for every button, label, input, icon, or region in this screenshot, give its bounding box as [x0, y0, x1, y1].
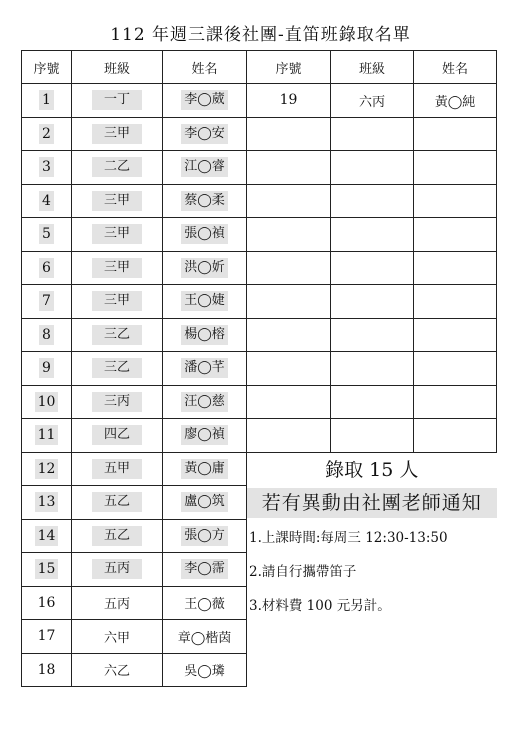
- header-name-2: 姓名: [414, 51, 497, 84]
- seq-cell: [22, 218, 72, 252]
- seq-cell-right: [247, 251, 331, 285]
- class-cell-text: 三甲: [92, 191, 142, 211]
- table-row: [22, 419, 497, 453]
- name-cell: [163, 84, 247, 118]
- table-row: [22, 452, 497, 486]
- class-cell: [72, 151, 163, 185]
- seq-cell-right: [247, 218, 331, 252]
- seq-cell: [22, 84, 72, 118]
- name-cell: [163, 452, 247, 486]
- class-cell: [72, 84, 163, 118]
- class-cell: 六甲: [72, 620, 163, 654]
- table-header-row: [22, 51, 497, 84]
- table-row: [22, 251, 497, 285]
- table-row: [22, 385, 497, 419]
- seq-cell: [22, 519, 72, 553]
- class-cell: [72, 352, 163, 386]
- name-cell-text: 汪◯慈: [181, 392, 228, 412]
- class-cell-right: [331, 318, 414, 352]
- name-cell: [163, 151, 247, 185]
- seq-cell-right: [247, 151, 331, 185]
- table-row: [22, 117, 497, 151]
- seq-cell-text: 2: [39, 124, 54, 144]
- class-cell-right: [331, 385, 414, 419]
- seq-cell-right: [247, 184, 331, 218]
- name-cell-text: 黃◯庸: [181, 459, 228, 479]
- header-name: 姓名: [163, 51, 247, 84]
- name-cell-right: 黃◯純: [414, 84, 497, 118]
- name-cell-right: [414, 352, 497, 386]
- name-cell-text: 王◯婕: [181, 291, 228, 311]
- class-cell-text: 三乙: [92, 325, 142, 345]
- name-cell: [163, 184, 247, 218]
- class-cell: [72, 419, 163, 453]
- class-cell-text: 五乙: [92, 526, 142, 546]
- seq-cell: [22, 486, 72, 520]
- class-cell-right: [331, 251, 414, 285]
- seq-cell-text: 9: [39, 358, 54, 378]
- seq-cell: [22, 285, 72, 319]
- notes-cell: [247, 452, 497, 687]
- class-cell-right: [331, 352, 414, 386]
- class-cell-text: 一丁: [92, 90, 142, 110]
- class-cell-text: 三甲: [92, 124, 142, 144]
- accepted-count: 錄取 15 人: [325, 458, 419, 481]
- name-cell: [163, 218, 247, 252]
- name-cell: [163, 285, 247, 319]
- name-cell-text: 李◯葳: [181, 90, 228, 110]
- name-cell: [163, 117, 247, 151]
- class-cell: [72, 452, 163, 486]
- table-row: [22, 218, 497, 252]
- seq-cell-right: [247, 385, 331, 419]
- name-cell-right: [414, 117, 497, 151]
- class-cell: 六乙: [72, 653, 163, 687]
- class-cell: [72, 318, 163, 352]
- seq-cell: [22, 251, 72, 285]
- class-cell: [72, 519, 163, 553]
- seq-cell: [22, 553, 72, 587]
- seq-cell-text: 15: [35, 559, 59, 579]
- seq-cell-text: 12: [35, 459, 59, 479]
- note-line: 2.請自行攜帶笛子: [249, 563, 357, 580]
- name-cell-text: 廖◯禎: [181, 425, 228, 445]
- class-cell-text: 三甲: [92, 258, 142, 278]
- name-cell: [163, 553, 247, 587]
- notice-text: 若有異動由社團老師通知: [247, 488, 497, 518]
- header-seq: 序號: [22, 51, 72, 84]
- seq-cell-text: 13: [35, 492, 59, 512]
- table-row: [22, 151, 497, 185]
- seq-cell-text: 8: [39, 325, 54, 345]
- name-cell-text: 李◯霈: [181, 559, 228, 579]
- seq-cell: [22, 151, 72, 185]
- table-row: [22, 285, 497, 319]
- class-cell: [72, 117, 163, 151]
- name-cell-right: [414, 385, 497, 419]
- name-cell-right: [414, 251, 497, 285]
- seq-cell: [22, 385, 72, 419]
- class-cell-right: [331, 419, 414, 453]
- seq-cell: [22, 352, 72, 386]
- table-row: [22, 352, 497, 386]
- name-cell-right: [414, 151, 497, 185]
- name-cell-text: 江◯睿: [181, 157, 228, 177]
- class-cell-text: 三甲: [92, 291, 142, 311]
- seq-cell: 17: [22, 620, 72, 654]
- name-cell: [163, 318, 247, 352]
- class-cell-right: [331, 151, 414, 185]
- class-cell-text: 二乙: [92, 157, 142, 177]
- seq-cell-text: 5: [39, 224, 54, 244]
- seq-cell: [22, 452, 72, 486]
- page-title: 112 年週三課後社團-直笛班錄取名單: [110, 25, 411, 45]
- class-cell-text: 五乙: [92, 492, 142, 512]
- seq-cell: 18: [22, 653, 72, 687]
- class-cell-right: [331, 218, 414, 252]
- name-cell-text: 蔡◯柔: [181, 191, 228, 211]
- name-cell-text: 李◯安: [181, 124, 228, 144]
- name-cell: [163, 419, 247, 453]
- header-seq-2: 序號: [247, 51, 331, 84]
- class-cell: [72, 553, 163, 587]
- name-cell-text: 張◯禎: [181, 224, 228, 244]
- class-cell-right: [331, 117, 414, 151]
- name-cell-right: [414, 419, 497, 453]
- name-cell-text: 洪◯妡: [181, 258, 228, 278]
- name-cell-text: 潘◯芊: [181, 358, 228, 378]
- seq-cell: [22, 117, 72, 151]
- class-cell: [72, 251, 163, 285]
- class-cell-text: 三乙: [92, 358, 142, 378]
- name-cell: [163, 352, 247, 386]
- name-cell-text: 楊◯榕: [181, 325, 228, 345]
- class-cell-text: 三甲: [92, 224, 142, 244]
- name-cell-text: 盧◯筑: [181, 492, 228, 512]
- seq-cell-text: 1: [39, 90, 54, 110]
- seq-cell-text: 3: [39, 157, 54, 177]
- seq-cell-text: 14: [35, 526, 59, 546]
- seq-cell-text: 4: [39, 191, 54, 211]
- header-class-2: 班級: [331, 51, 414, 84]
- class-cell: [72, 184, 163, 218]
- name-cell-right: [414, 184, 497, 218]
- name-cell: [163, 251, 247, 285]
- seq-cell-right: [247, 419, 331, 453]
- name-cell: 章◯楷茵: [163, 620, 247, 654]
- class-cell: [72, 385, 163, 419]
- table-row: [22, 184, 497, 218]
- name-cell: [163, 486, 247, 520]
- note-line: 1.上課時間:每周三 12:30-13:50: [249, 529, 448, 546]
- header-class: 班級: [72, 51, 163, 84]
- seq-cell-text: 11: [35, 425, 59, 445]
- class-cell-text: 五甲: [92, 459, 142, 479]
- seq-cell: [22, 184, 72, 218]
- note-line: 3.材料費 100 元另計。: [249, 597, 391, 614]
- class-cell-text: 五丙: [92, 559, 142, 579]
- seq-cell: 16: [22, 586, 72, 620]
- table-row: [22, 84, 497, 118]
- class-cell: [72, 218, 163, 252]
- seq-cell-text: 10: [35, 392, 59, 412]
- seq-cell-right: [247, 285, 331, 319]
- name-cell-right: [414, 318, 497, 352]
- class-cell-text: 三丙: [92, 392, 142, 412]
- class-cell-text: 四乙: [92, 425, 142, 445]
- class-cell: [72, 486, 163, 520]
- name-cell-right: [414, 218, 497, 252]
- class-cell: [72, 285, 163, 319]
- class-cell: 五丙: [72, 586, 163, 620]
- seq-cell-right: [247, 318, 331, 352]
- name-cell-text: 張◯方: [181, 526, 228, 546]
- class-cell-right: 六丙: [331, 84, 414, 118]
- name-cell-right: [414, 285, 497, 319]
- enrollment-table: [21, 50, 497, 687]
- name-cell: 吳◯璘: [163, 653, 247, 687]
- seq-cell-right: [247, 117, 331, 151]
- seq-cell: [22, 318, 72, 352]
- seq-cell-right: [247, 352, 331, 386]
- table-row: [22, 318, 497, 352]
- class-cell-right: [331, 285, 414, 319]
- class-cell-right: [331, 184, 414, 218]
- name-cell: [163, 519, 247, 553]
- seq-cell-text: 7: [39, 291, 54, 311]
- seq-cell-text: 6: [39, 258, 54, 278]
- name-cell: 王◯薇: [163, 586, 247, 620]
- seq-cell: [22, 419, 72, 453]
- seq-cell-right: 19: [247, 84, 331, 118]
- name-cell: [163, 385, 247, 419]
